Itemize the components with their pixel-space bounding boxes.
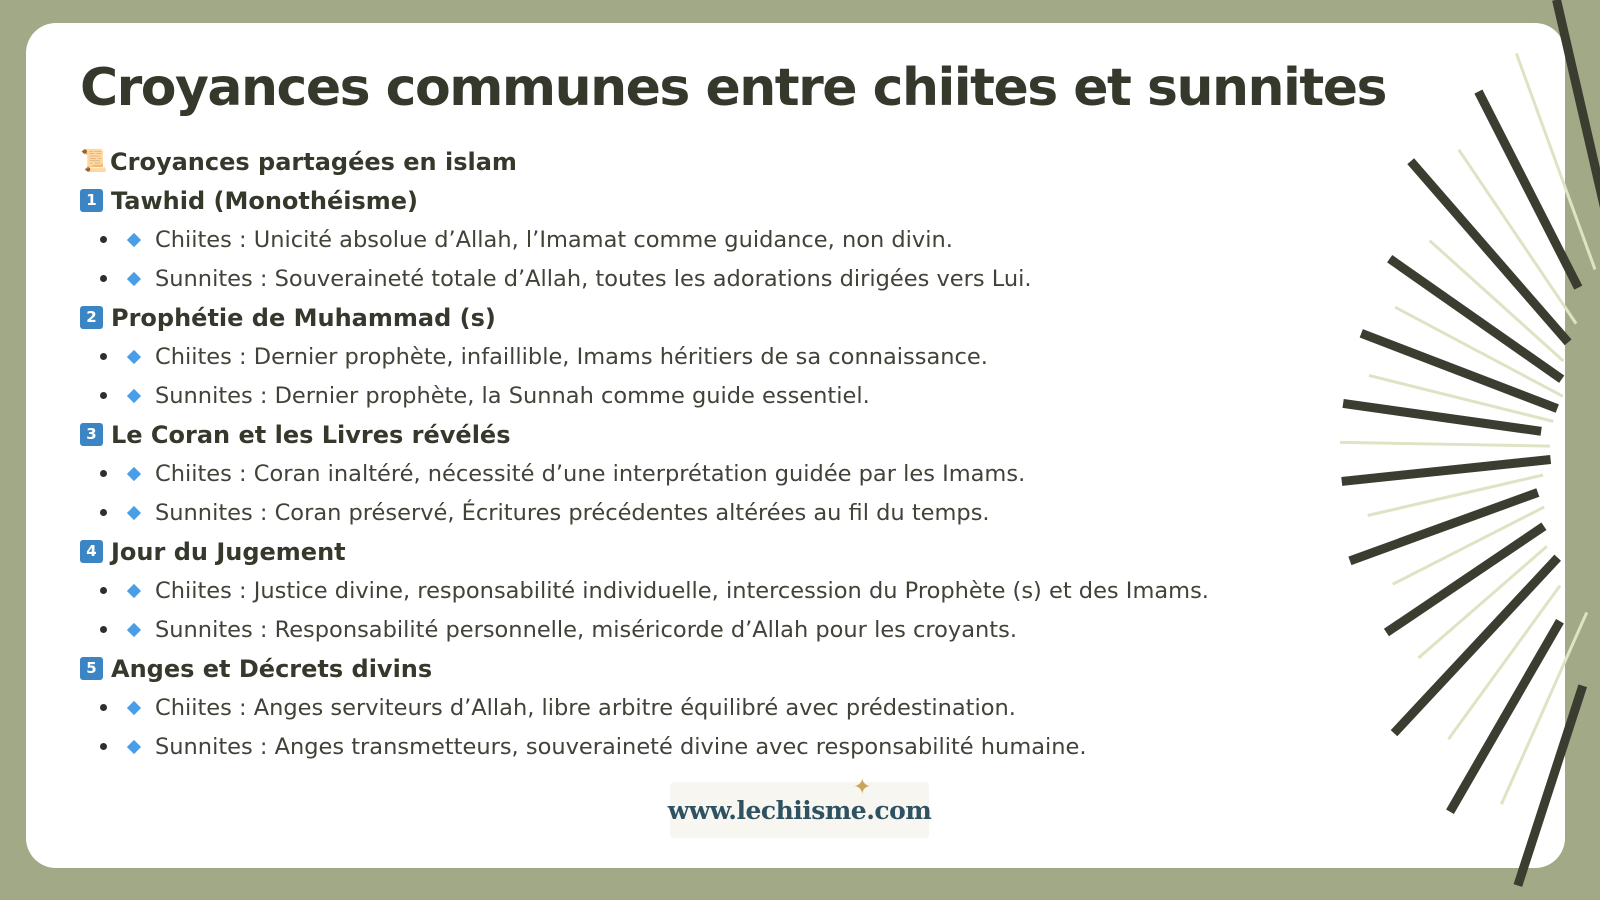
section-title (80, 532, 1380, 571)
bullet-icon (100, 626, 107, 633)
points-list (80, 220, 1380, 298)
diamond-icon (127, 505, 141, 519)
section-title (80, 415, 1380, 454)
bullet-icon (100, 353, 107, 360)
list-item (80, 727, 1380, 766)
points-list (80, 688, 1380, 766)
diamond-icon (127, 271, 141, 285)
subtitle (80, 142, 1380, 181)
page-title: Croyances communes entre chiites et sunnites (80, 58, 1386, 118)
section-2 (80, 298, 1380, 415)
diamond-icon (127, 622, 141, 636)
section-5 (80, 649, 1380, 766)
bullet-icon (100, 470, 107, 477)
section-title-text: Prophétie de Muhammad (s) (111, 303, 496, 332)
diamond-icon (127, 388, 141, 402)
list-item (80, 376, 1380, 415)
list-item (80, 610, 1380, 649)
section-title-text: Anges et Décrets divins (111, 654, 433, 683)
diamond-icon (127, 232, 141, 246)
sections-list (80, 181, 1380, 766)
section-title-text: Le Coran et les Livres révélés (111, 420, 511, 449)
bullet-icon (100, 587, 107, 594)
diamond-icon (127, 700, 141, 714)
point-text: Sunnites : Souveraineté totale d’Allah, toutes les adorations dirigées vers Lui. (155, 265, 1032, 292)
point-text: Sunnites : Dernier prophète, la Sunnah comme guide essentiel. (155, 382, 870, 409)
diamond-icon (127, 583, 141, 597)
scroll-icon: 📜 (80, 149, 108, 174)
list-item (80, 259, 1380, 298)
point-text: Sunnites : Responsabilité personnelle, miséricorde d’Allah pour les croyants. (155, 616, 1017, 643)
bullet-icon (100, 275, 107, 282)
list-item (80, 493, 1380, 532)
website-url[interactable]: www.lechiisme.com (667, 795, 932, 825)
number-badge-icon: 4 (80, 540, 103, 563)
point-text: Sunnites : Coran préservé, Écritures précédentes altérées au fil du temps. (155, 499, 990, 526)
number-badge-icon: 5 (80, 657, 103, 680)
section-title-text: Jour du Jugement (111, 537, 346, 566)
bullet-icon (100, 392, 107, 399)
bullet-icon (100, 704, 107, 711)
point-text: Sunnites : Anges transmetteurs, souveraineté divine avec responsabilité humaine. (155, 733, 1087, 760)
section-title-text: Tawhid (Monothéisme) (111, 186, 419, 215)
subtitle-text: Croyances partagées en islam (110, 147, 517, 176)
diamond-icon (127, 349, 141, 363)
content (80, 142, 1380, 766)
bullet-icon (100, 509, 107, 516)
website-badge[interactable] (667, 782, 932, 838)
number-badge-icon: 1 (80, 189, 103, 212)
section-title (80, 298, 1380, 337)
list-item (80, 571, 1380, 610)
point-text: Chiites : Anges serviteurs d’Allah, libre arbitre équilibré avec prédestination. (155, 694, 1016, 721)
point-text: Chiites : Dernier prophète, infaillible, Imams héritiers de sa connaissance. (155, 343, 988, 370)
diamond-icon (127, 466, 141, 480)
section-title (80, 649, 1380, 688)
list-item (80, 454, 1380, 493)
list-item (80, 220, 1380, 259)
list-item (80, 688, 1380, 727)
star-icon: ✦ (853, 775, 872, 800)
point-text: Chiites : Unicité absolue d’Allah, l’Imamat comme guidance, non divin. (155, 226, 953, 253)
section-1 (80, 181, 1380, 298)
number-badge-icon: 3 (80, 423, 103, 446)
list-item (80, 337, 1380, 376)
points-list (80, 571, 1380, 649)
diamond-icon (127, 739, 141, 753)
section-4 (80, 532, 1380, 649)
points-list (80, 454, 1380, 532)
point-text: Chiites : Coran inaltéré, nécessité d’une interprétation guidée par les Imams. (155, 460, 1026, 487)
bullet-icon (100, 236, 107, 243)
section-title (80, 181, 1380, 220)
point-text: Chiites : Justice divine, responsabilité individuelle, intercession du Prophète (s) et des Imams. (155, 577, 1209, 604)
points-list (80, 337, 1380, 415)
bullet-icon (100, 743, 107, 750)
number-badge-icon: 2 (80, 306, 103, 329)
section-3 (80, 415, 1380, 532)
